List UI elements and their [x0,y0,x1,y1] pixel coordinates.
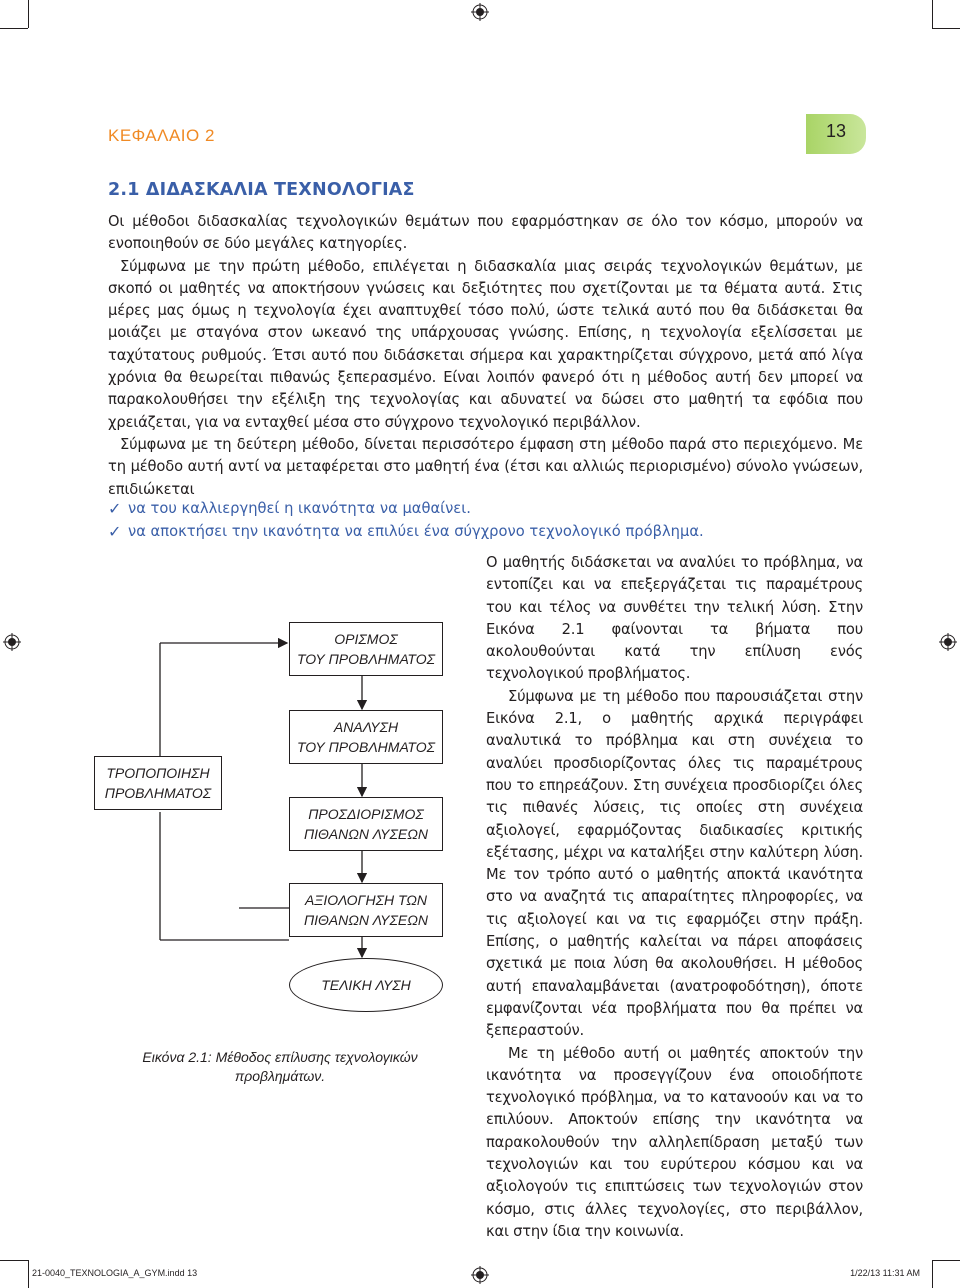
body-text [108,211,863,501]
flowchart [80,600,460,1020]
caption-line: Εικόνα 2.1: Μέθοδος επίλυσης τεχνολογικών [142,1049,418,1065]
flow-step-text: ΠΙΘΑΝΩΝ ΛΥΣΕΩΝ [304,826,428,842]
flow-step-text: ΟΡΙΣΜΟΣ [334,631,398,647]
body-paragraph: Σύμφωνα με την πρώτη μέθοδο, επιλέγεται η διδασκαλία μιας σειράς τεχνολογικών θεμάτων, με σκοπό οι μαθητές να αποκτήσουν γνώσεις και δεξιότητες που σχετίζονται με τα θέματα αυτά. Στις μέρες μας όμως η τεχνολογία έχει αναπτυχθεί τόσο πολύ, ώστε τελικά αυτό που θα διδάσκεται θα μοιάζει με σταγόνα στον ωκεανό της υπάρχουσας γνώσης. Επίσης, η τεχνολογία εξελίσσεται με ταχύτατους ρυθμούς. Έτσι αυτό που διδάσκεται σήμερα και χαρακτηρίζεται σύγχρονο, μετά από λίγα χρόνια θα θεωρείται πιθανώς ξεπερασμένο. Είναι λοιπόν φανερό ότι η μέθοδος αυτή δεν μπορεί να παρακολουθήσει την εξέλιξη της τεχνολογίας και αδυνατεί να δώσει στο μαθητή τα εφόδια που χρειάζεται, για να ενταχθεί μέσα στο σύγχρονο τεχνολογικό περιβάλλον. [108,257,863,431]
flow-step-text: ΤΟΥ ΠΡΟΒΛΗΜΑΤΟΣ [296,739,436,755]
crop-mark [28,0,29,28]
flow-step-text: ΠΡΟΒΛΗΜΑΤΟΣ [104,785,212,801]
print-slug-date: 1/22/13 11:31 AM [850,1268,920,1278]
flow-step-text: ΤΟΥ ΠΡΟΒΛΗΜΑΤΟΣ [296,651,436,667]
flow-step-analysis [289,710,443,764]
bullet-item [108,498,868,521]
check-icon: ✓ [108,521,122,541]
registration-mark-icon [471,3,489,21]
section-title: 2.1 ΔΙΔΑΣΚΑΛΙΑ ΤΕΧΝΟΛΟΓΙΑΣ [108,180,415,200]
crop-mark [28,1260,29,1288]
chapter-label: ΚΕΦΑΛΑΙΟ 2 [108,126,215,145]
side-paragraph: Με τη μέθοδο αυτή οι μαθητές αποκτούν την ικανότητα να προσεγγίζουν ένα οποιοδήποτε τεχνολογικό πρόβλημα, να το κατανοούν και να το επιλύουν. Αποκτούν επίσης την ικανότητα να παρακολουθούν την αλληλεπίδραση μεταξύ των τεχνολογιών και του ευρύτερου κόσμου και να αξιολογούν τις επιπτώσεις των τεχνολογιών στον κόσμο, στις άλλες τεχνολογίες, στο περιβάλλον, και στην ίδια την κοινωνία. [486,1044,863,1240]
body-paragraph: Σύμφωνα με τη δεύτερη μέθοδο, δίνεται περισσότερο έμφαση στη μέθοδο παρά στο περιεχόμενο. Με τη μέθοδο αυτή αντί να μεταφέρεται στο μαθητή ένα (έτσι και αλλιώς περιορισμένο) σύνολο γνώσεων, επιδιώκεται [108,435,863,498]
crop-mark [932,0,933,28]
flow-step-modification [94,756,222,810]
side-paragraph: Σύμφωνα με τη μέθοδο που παρουσιάζεται στην Εικόνα 2.1, ο μαθητής αρχικά περιγράφει αναλυτικά το πρόβλημα και στη συνέχεια το αναλύει προσδιορίζοντας όλες τις παραμέτρους που το επηρεάζουν. Στη συνέχεια προσδιορίζει όλες τις πιθανές λύσεις, τις οποίες στη συνέχεια αξιολογεί, εφαρμόζοντας διαδικασίες κριτικής εξέτασης, μέχρι να καταλήξει στην καλύτερη λύση. Με τον τρόπο αυτό ο μαθητής αποκτά ικανότητα στο να αναζητά τις απαραίτητες πληροφορίες, να τις αξιολογεί και να τις εφαρμόζει στην πράξη. Επίσης, ο μαθητής καλείται να πάρει αποφάσεις σχετικά με ποια λύση θα ακολουθήσει. Η μέθοδος αυτή επαναλαμβάνεται (ανατροφοδότηση), όποτε εμφανίζονται νέα προβλήματα που θα πρέπει να ξεπεραστούν. [486,687,863,1040]
body-paragraph: Οι μέθοδοι διδασκαλίας τεχνολογικών θεμάτων που εφαρμόστηκαν σε όλο τον κόσμο, μπορούν να ενοποιηθούν σε δύο μεγάλες κατηγορίες. [108,213,863,253]
registration-mark-icon [939,633,957,651]
flow-step-text: ΠΙΘΑΝΩΝ ΛΥΣΕΩΝ [304,912,428,928]
flow-step-text: ΤΕΛΙΚΗ ΛΥΣΗ [321,977,411,993]
crop-mark [932,1260,933,1288]
registration-mark-icon [471,1266,489,1284]
page-number: 13 [826,121,847,141]
bullet-list [108,498,868,543]
bullet-item [108,521,868,544]
print-slug-file: 21-0040_TEXNOLOGIA_A_GYM.indd 13 [32,1268,198,1278]
bullet-text: να αποκτήσει την ικανότητα να επιλύει ένα σύγχρονο τεχνολογικό πρόβλημα. [128,522,704,540]
side-text [486,552,863,1243]
flow-step-definition [289,622,443,676]
check-icon: ✓ [108,499,122,518]
flow-step-text: ΤΡΟΠΟΠΟΙΗΣΗ [106,765,210,781]
crop-mark [0,28,28,29]
side-paragraph: Ο μαθητής διδάσκεται να αναλύει το πρόβλημα, να εντοπίζει και να επεξεργάζεται τις παραμέτρους του και τέλος να συνθέτει την τελική λύση. Στην Εικόνα 2.1 φαίνονται τα βήματα που ακολουθούνται κατά την επίλυση ενός τεχνολογικού προβλήματος. [486,554,863,683]
flow-step-solutions [289,797,443,851]
bullet-text: να του καλλιεργηθεί η ικανότητα να μαθαίνει. [128,500,471,517]
registration-mark-icon [3,633,21,651]
flow-step-text: ΑΝΑΛΥΣΗ [333,719,399,735]
figure-caption [120,1048,440,1086]
flow-step-text: ΠΡΟΣΔΙΟΡΙΣΜΟΣ [308,806,424,822]
caption-line: προβλημάτων. [234,1068,326,1084]
flow-step-final-solution [289,958,443,1012]
flow-step-evaluation [289,883,443,937]
crop-mark [0,1260,28,1261]
crop-mark [932,1260,960,1261]
crop-mark [932,28,960,29]
flow-step-text: ΑΞΙΟΛΟΓΗΣΗ ΤΩΝ [304,892,428,908]
